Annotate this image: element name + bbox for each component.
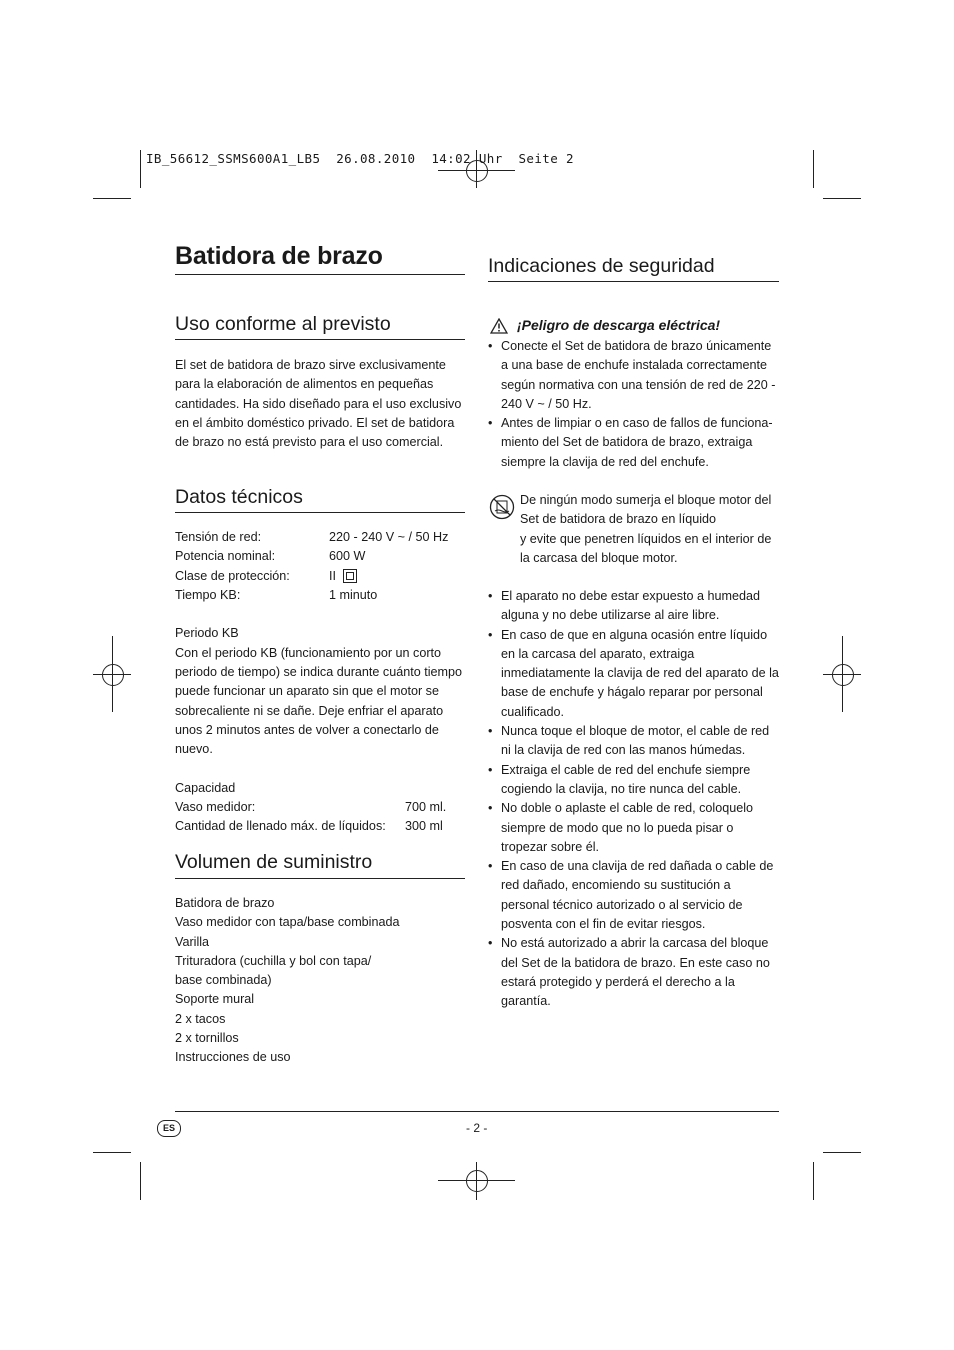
divider (175, 878, 465, 879)
spec-label: Potencia nominal: (175, 549, 276, 564)
divider (488, 281, 779, 282)
crop-mark (93, 198, 131, 199)
list-item: • Conecte el Set de batidora de brazo únicamente a una base de enchufe instalada correctamente según normativa con una tensión de red de 220 - 240 V ~ / 50 Hz. (488, 337, 780, 414)
spec-label: Clase de protección: (175, 568, 290, 583)
spec-value: 600 W (329, 549, 366, 564)
list-item: Soporte mural (175, 992, 255, 1007)
list-item: • En caso de una clavija de red dañada o cable de red dañado, encomiendo su sustitución a personal técnico autorizado o al servicio de posventa con el fin de evitar riesgos. (488, 857, 780, 934)
capacity-label: Vaso medidor: (175, 800, 256, 815)
list-item: Batidora de brazo (175, 896, 275, 910)
page-number: - 2 - (466, 1121, 488, 1135)
list-item: • En caso de que en alguna ocasión entre líquido en la carcasa del aparato, extraiga inmediatamente la clavija de red del aparato de la base de enchufe y hágalo reparar por personal cualificado. (488, 626, 780, 722)
section-heading-datos: Datos técnicos (175, 486, 303, 508)
crop-mark (93, 1152, 131, 1153)
crop-mark (140, 1162, 141, 1200)
crop-mark (823, 1152, 861, 1153)
spacer (175, 760, 467, 779)
section-heading-volumen: Volumen de suministro (175, 851, 373, 873)
spec-value: II (329, 568, 336, 583)
crop-mark (813, 150, 814, 188)
spec-label: Tensión de red: (175, 530, 262, 544)
list-item: Vaso medidor con tapa/base combinada (175, 915, 400, 930)
spacer (175, 605, 467, 624)
section-heading-seguridad: Indicaciones de seguridad (488, 255, 715, 277)
language-badge: ES (157, 1120, 181, 1137)
section-heading-uso: Uso conforme al previsto (175, 313, 391, 335)
print-slug-line: IB_56612_SSMS600A1_LB5 26.08.2010 14:02 Uhr Seite 2 (146, 151, 574, 166)
warning-title: ¡Peligro de descarga eléctrica! (517, 317, 721, 333)
supply-list (175, 894, 467, 1068)
no-immerse-line: y evite que penetren líquidos en el interior de la carcasa del bloque motor. (520, 531, 772, 565)
spec-label: Tiempo KB: (175, 587, 241, 602)
periodo-title: Periodo KB (175, 626, 239, 641)
list-item: Trituradora (cuchilla y bol con tapa/ (175, 953, 372, 968)
divider (175, 512, 465, 513)
list-item: • El aparato no debe estar expuesto a humedad alguna y no debe utilizarse al aire libre. (488, 587, 780, 626)
spec-row (175, 567, 467, 586)
crop-mark (140, 150, 141, 188)
no-immerse-line: De ningún modo sumerja el bloque motor del Set de batidora de brazo en líquido (520, 493, 772, 527)
list-item: Varilla (175, 934, 210, 949)
capacity-row (175, 817, 467, 836)
spec-row (175, 586, 467, 605)
page-title: Batidora de brazo (175, 242, 383, 270)
spec-value: 220 - 240 V ~ / 50 Hz (329, 530, 449, 544)
list-item: Instrucciones de uso (175, 1050, 291, 1065)
list-item: 2 x tornillos (175, 1031, 239, 1046)
footer-divider (175, 1111, 779, 1112)
safety-list-1 (488, 337, 780, 472)
spec-row (175, 528, 467, 547)
list-item: 2 x tacos (175, 1011, 226, 1026)
warning-triangle-icon (490, 318, 508, 339)
list-item: • Antes de limpiar o en caso de fallos de funciona-miento del Set de batidora de brazo, extraiga siempre la clavija de red del enchufe. (488, 414, 780, 472)
crop-mark (823, 198, 861, 199)
uso-paragraph (175, 356, 467, 452)
spec-value: 1 minuto (329, 587, 378, 602)
list-item: • No doble o aplaste el cable de red, coloquelo siempre de modo que no lo pueda pisar o tropezar sobre él. (488, 799, 780, 857)
specs-table (175, 528, 467, 837)
capacity-label: Cantidad de llenado máx. de líquidos: (175, 819, 386, 834)
list-item: • Extraiga el cable de red del enchufe siempre cogiendo la clavija, no tire nunca del cable. (488, 761, 780, 800)
list-item: base combinada) (175, 973, 272, 988)
crop-mark (813, 1162, 814, 1200)
no-immerse-icon (489, 494, 515, 525)
divider (175, 274, 465, 275)
divider (175, 339, 465, 340)
capacity-value: 700 ml. (405, 800, 447, 815)
capacity-value: 300 ml (405, 819, 443, 834)
list-item: • Nunca toque el bloque de motor, el cable de red ni la clavija de red con las manos húmedas. (488, 722, 780, 761)
no-immerse-text (520, 491, 782, 568)
spec-row (175, 547, 467, 566)
capacidad-title: Capacidad (175, 780, 236, 795)
uso-text: El set de batidora de brazo sirve exclusivamente para la elaboración de alimentos en pequeñas cantidades. Ha sido diseñado para el uso exclusivo en el ámbito doméstico privado. El set de batidora de brazo no está previsto para el uso comercial. (175, 358, 462, 450)
safety-list-2 (488, 587, 780, 1012)
periodo-text: Con el periodo KB (funcionamiento por un corto periodo de tiempo) se indica durante cuánto tiempo puede funcionar un aparato sin que el motor se sobrecaliente ni se dañe. Deje enfriar el aparato unos 2 minutos antes de volver a conectarlo de nuevo. (175, 645, 463, 757)
capacity-row (175, 798, 467, 817)
list-item: • No está autorizado a abrir la carcasa del bloque del Set de la batidora de brazo. En este caso no estará protegido y perderá el derecho a la garantía. (488, 934, 780, 1011)
